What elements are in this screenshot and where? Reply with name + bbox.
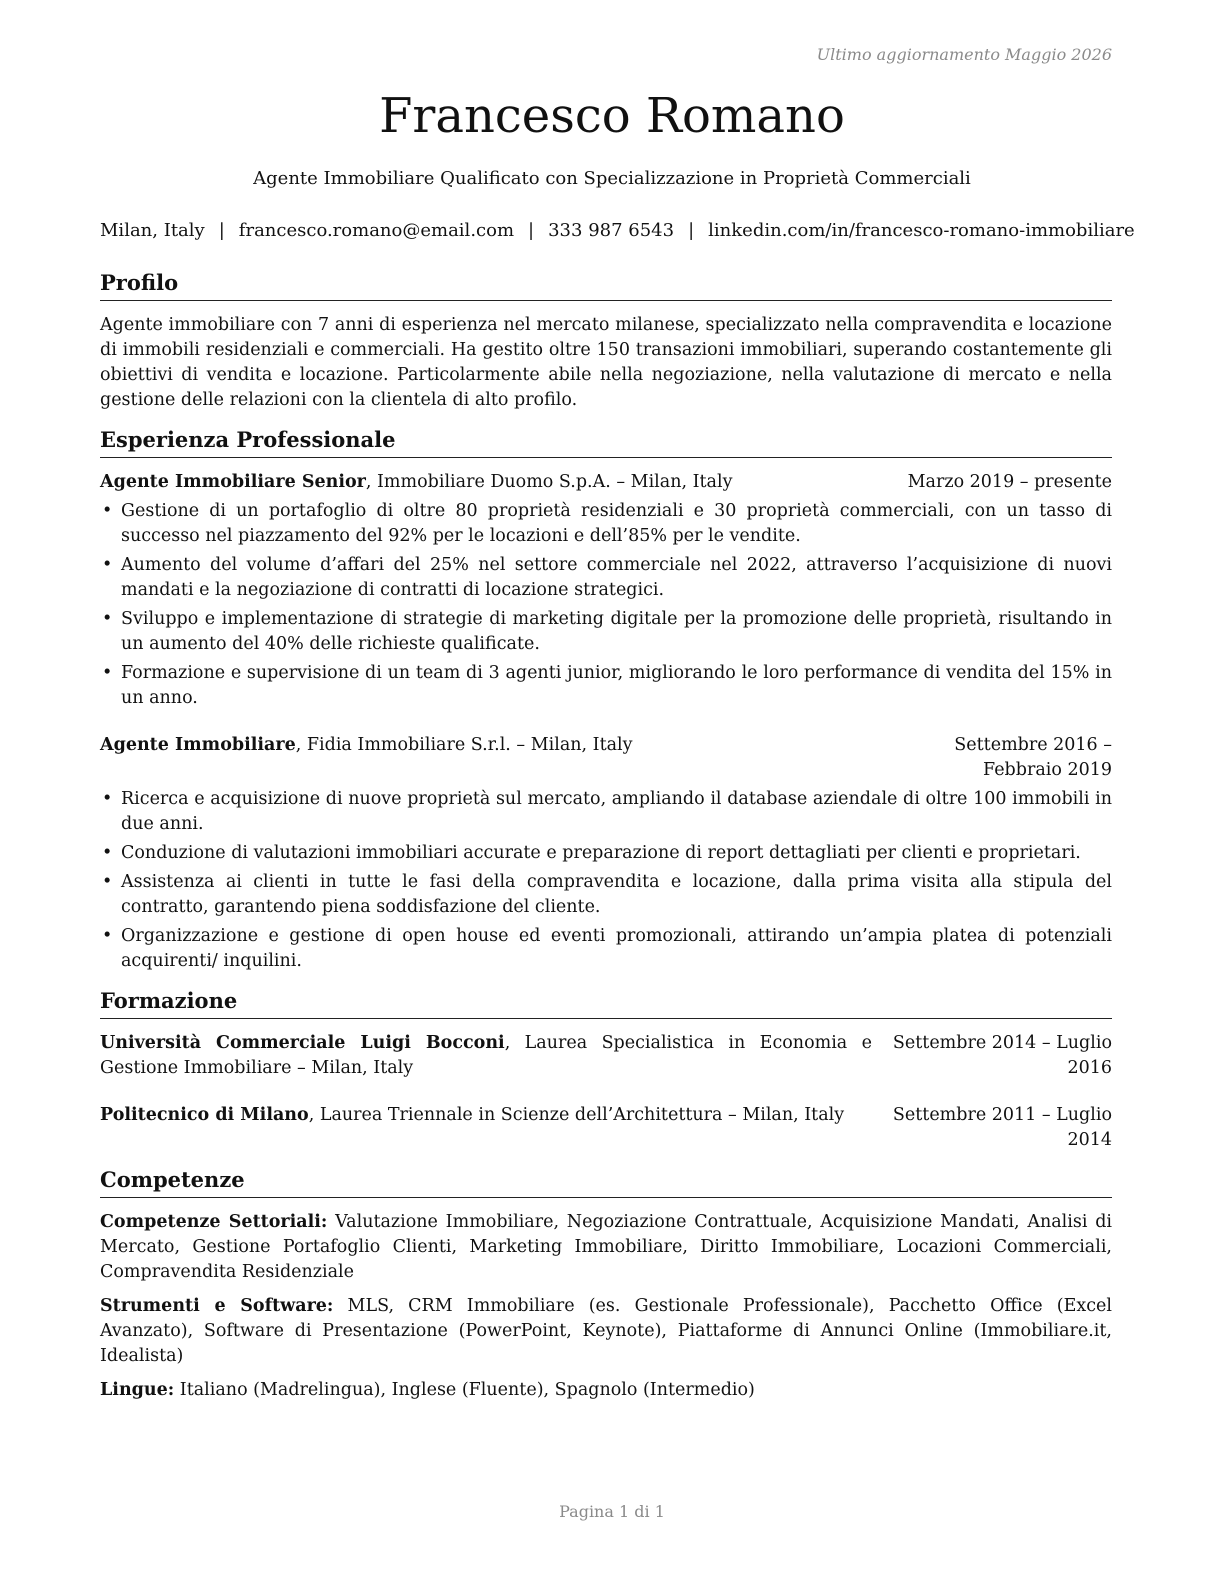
job-bullet: • Gestione di un portafoglio di oltre 80 proprietà residenziali e 30 proprietà commerciali, con un tasso di successo nel piazzamento del 92% per le locazioni e dell’85% per le vendite. xyxy=(100,499,1112,549)
skill-group-label: Lingue: xyxy=(100,1380,175,1400)
resume-content xyxy=(100,268,1112,1415)
section-title-experience: Esperienza Professionale xyxy=(100,425,1112,458)
job-bullet: • Aumento del volume d’affari del 25% nel settore commerciale nel 2022, attraverso l’acquisizione di nuovi mandati e la negoziazione di contratti di locazione strategici. xyxy=(100,553,1112,603)
job-dates: Marzo 2019 – presente xyxy=(907,472,1112,492)
contact-email[interactable]: francesco.romano@email.com xyxy=(238,220,515,241)
experience-section xyxy=(100,425,1112,974)
skill-group-text: MLS, CRM Immobiliare (es. Gestionale Professionale), Pacchetto Office (Excel Avanzato), Software di Presentazione (PowerPoint, Keynote), Piattaforme di Annunci Online (Immobiliare.it, Idealista) xyxy=(100,1296,1112,1366)
skill-group-text: Italiano (Madrelingua), Inglese (Fluente), Spagnolo (Intermedio) xyxy=(174,1380,755,1400)
contact-location: Milan, Italy xyxy=(100,220,205,241)
education-school: Università Commerciale Luigi Bocconi xyxy=(100,1033,505,1053)
job-bullet: • Formazione e supervisione di un team di 3 agenti junior, migliorando le loro performance di vendita del 15% in un anno. xyxy=(100,661,1112,711)
skill-group xyxy=(100,1294,1112,1369)
education-dates: Settembre 2014 – Luglio 2016 xyxy=(892,1033,1112,1078)
profile-text: Agente immobiliare con 7 anni di esperienza nel mercato milanese, specializzato nella compravendita e locazione di immobili residenziali e commerciali. Ha gestito oltre 150 transazioni immobiliari, superando costantemente gli obiettivi di vendita e locazione. Particolarmente abile nella negoziazione, nella valutazione di mercato e nella gestione delle relazioni con la clientela di alto profilo. xyxy=(100,315,1112,410)
page-number: Pagina 1 di 1 xyxy=(559,1502,665,1521)
contact-separator: | xyxy=(218,220,225,241)
profile-section xyxy=(100,268,1112,413)
skills-section xyxy=(100,1165,1112,1403)
job-bullet: • Sviluppo e implementazione di strategie di marketing digitale per la promozione delle proprietà, risultando in un aumento del 40% delle richieste qualificate. xyxy=(100,607,1112,657)
job-entry xyxy=(100,470,1112,711)
job-bullet: • Assistenza ai clienti in tutte le fasi della compravendita e locazione, dalla prima visita alla stipula del contratto, garantendo piena soddisfazione del cliente. xyxy=(100,870,1112,920)
contact-separator: | xyxy=(528,220,535,241)
job-bullet: • Ricerca e acquisizione di nuove proprietà sul mercato, ampliando il database aziendale di oltre 100 immobili in due anni. xyxy=(100,787,1112,837)
education-header xyxy=(100,1103,1112,1153)
last-updated-note: Ultimo aggiornamento Maggio 2026 xyxy=(816,45,1112,64)
section-title-skills: Competenze xyxy=(100,1165,1112,1198)
contact-phone[interactable]: 333 987 6543 xyxy=(548,220,675,241)
section-title-profile: Profilo xyxy=(100,268,1112,301)
education-dates: Settembre 2011 – Luglio 2014 xyxy=(892,1105,1112,1150)
job-organization: , Immobiliare Duomo S.p.A. – Milan, Italy xyxy=(365,472,733,492)
skill-group-label: Strumenti e Software: xyxy=(100,1296,334,1316)
contact-line xyxy=(100,220,1135,241)
job-header xyxy=(100,733,1112,783)
headline: Agente Immobiliare Qualificato con Specializzazione in Proprietà Commerciali xyxy=(253,168,971,189)
job-role: Agente Immobiliare Senior xyxy=(100,472,366,492)
education-entry xyxy=(100,1103,1112,1153)
education-degree: , Laurea Triennale in Scienze dell’Architettura – Milan, Italy xyxy=(308,1105,845,1125)
section-title-education: Formazione xyxy=(100,986,1112,1019)
contact-linkedin[interactable]: linkedin.com/in/francesco-romano-immobiliare xyxy=(708,220,1135,241)
education-entry xyxy=(100,1031,1112,1081)
contact-separator: | xyxy=(688,220,695,241)
education-degree: , Laurea Specialistica in Economia e Gestione Immobiliare – Milan, Italy xyxy=(100,1033,872,1078)
job-organization: , Fidia Immobiliare S.r.l. – Milan, Italy xyxy=(295,735,633,755)
skill-group-label: Competenze Settoriali: xyxy=(100,1212,328,1232)
job-bullets xyxy=(100,787,1112,974)
job-bullets xyxy=(100,499,1112,711)
education-section xyxy=(100,986,1112,1153)
education-school: Politecnico di Milano xyxy=(100,1105,309,1125)
job-entry xyxy=(100,733,1112,974)
candidate-name: Francesco Romano xyxy=(379,88,845,144)
skill-group xyxy=(100,1378,1112,1403)
job-role: Agente Immobiliare xyxy=(100,735,296,755)
job-bullet: • Organizzazione e gestione di open house ed eventi promozionali, attirando un’ampia platea di potenziali acquirenti/ inquilini. xyxy=(100,924,1112,974)
job-dates: Settembre 2016 – Febbraio 2019 xyxy=(954,735,1112,780)
job-bullet: • Conduzione di valutazioni immobiliari accurate e preparazione di report dettagliati per clienti e proprietari. xyxy=(100,841,1112,866)
job-header xyxy=(100,470,1112,495)
skill-group xyxy=(100,1210,1112,1285)
education-header xyxy=(100,1031,1112,1081)
skill-group-text: Valutazione Immobiliare, Negoziazione Contrattuale, Acquisizione Mandati, Analisi di Mercato, Gestione Portafoglio Clienti, Marketing Immobiliare, Diritto Immobiliare, Locazioni Commerciali, Compravendita Residenziale xyxy=(100,1212,1112,1282)
